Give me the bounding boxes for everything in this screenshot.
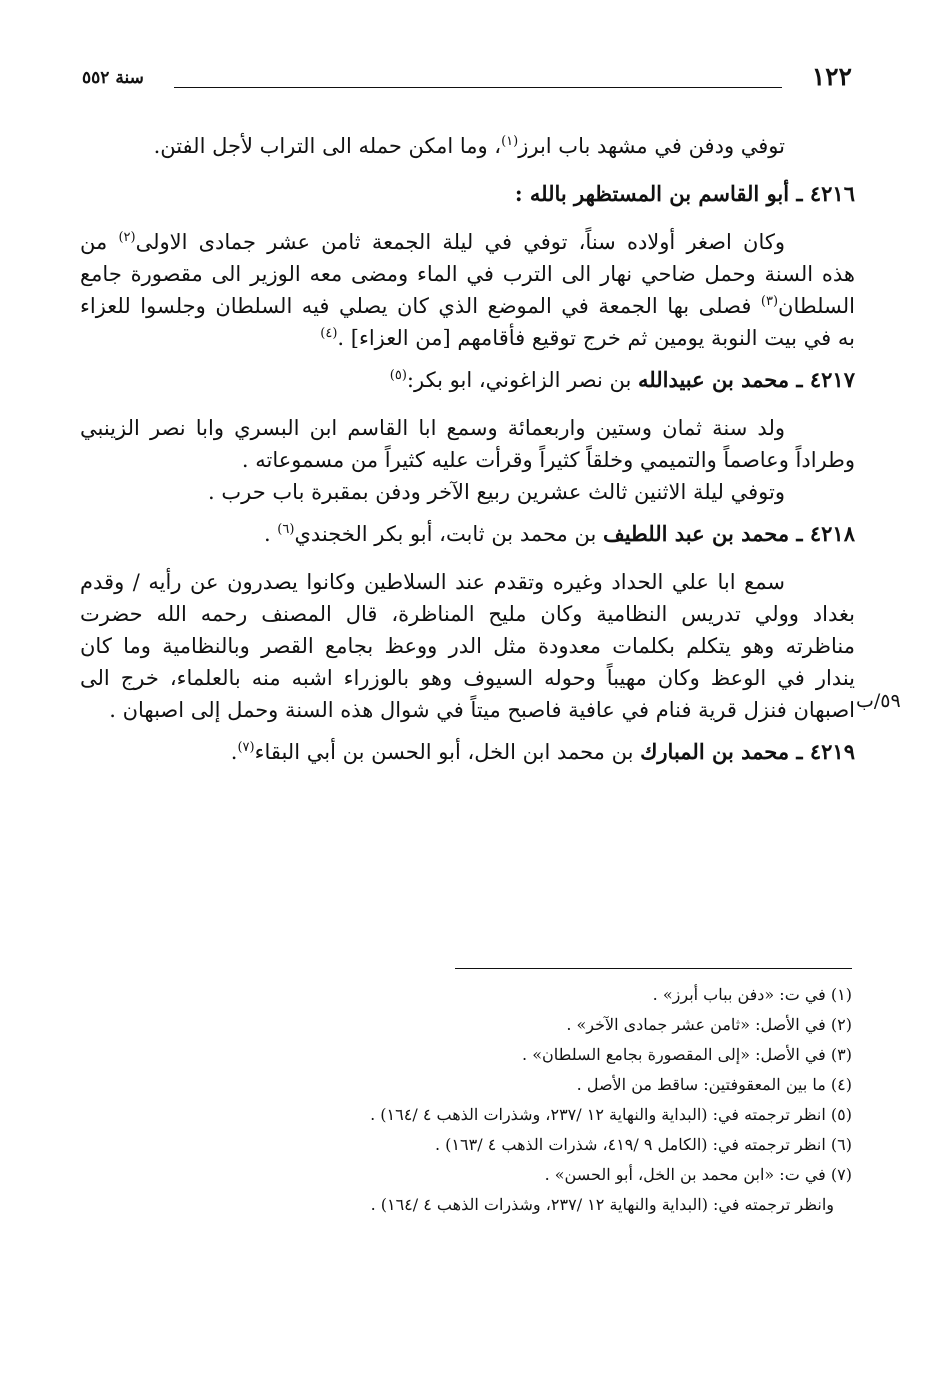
text-line: به في بيت النوبة يومين ثم خرج توقيع فأقامهم [من العزاء] .$^{(٤)}$ — [320, 326, 855, 350]
footnote: (٣) في الأصل: «إلى المقصورة بجامع السلطان» . — [522, 1045, 852, 1064]
running-head-year: سنة ٥٥٢ — [82, 68, 144, 88]
manuscript-folio-marker: ٥٩/ب — [856, 690, 901, 712]
entry-heading-4216: ٤٢١٦ ـ أبو القاسم بن المستظهر بالله : — [514, 181, 855, 206]
footnote-continuation: وانظر ترجمته في: (البداية والنهاية ١٢ /٢٣٧، وشذرات الذهب ٤ /١٦٤) . — [370, 1195, 834, 1214]
footnote: (٢) في الأصل: «ثامن عشر جمادى الآخر» . — [566, 1015, 852, 1034]
footnote-ref: (٧) — [237, 740, 255, 755]
text-line: توفي ودفن في مشهد باب ابرز$^{(١)}$، وما امكن حمله الى التراب لأجل الفتن. — [153, 134, 785, 158]
footnote-separator — [455, 968, 852, 969]
text-line: هذه السنة وحمل ضاحي نهار الى الترب في الماء ومضى معه الوزير الى مقصورة جامع — [80, 262, 855, 286]
text-line: اصبهان فنزل قرية فنام في عافية فاصبح ميتاً في شوال هذه السنة وحمل إلى اصبهان . — [109, 698, 855, 722]
footnote: (١) في ت: «دفن بباب أبرز» . — [652, 985, 852, 1004]
page-number: ١٢٢ — [811, 62, 852, 91]
text-line: سمع ابا علي الحداد وغيره وتقدم عند السلاطين وكانوا يصدرون عن رأيه / وقدم — [80, 570, 785, 594]
footnote-ref: (٦) — [277, 522, 295, 537]
text-line: يندار في الوعظ وكان مهيباً وحوله السيوف وهو بالوزراء اشبه منه بالعلماء، خرج الى — [80, 666, 855, 690]
entry-text-4218 — [80, 566, 855, 726]
footnote-ref: (٢) — [118, 230, 136, 245]
entry-heading-4217: ٤٢١٧ ـ محمد بن عبيدالله بن نصر الزاغوني، ابو بكر:$^{(٥)}$ — [389, 367, 855, 392]
footnote: (٧) في ت: «ابن محمد بن الخل، أبو الحسن» . — [544, 1165, 852, 1184]
footnotes — [152, 980, 852, 1220]
header-rule — [174, 87, 782, 88]
text-line: وطراداً وعاصماً والتميمي وخلقاً كثيراً وقرأت عليه كثيراً من مسموعاته . — [241, 448, 855, 472]
text-line: ولد سنة ثمان وستين واربعمائة وسمع ابا القاسم ابن البسري وابا نصر الزينبي — [80, 416, 785, 440]
main-text — [80, 122, 855, 768]
text-line: وتوفي ليلة الاثنين ثالث عشرين ربيع الآخر ودفن بمقبرة باب حرب . — [208, 480, 785, 504]
text-line: السلطان$^{(٣)}$ فصلى بها الجمعة في الموضع الذي كان يصلي فيه السلطان وجلسوا للعزاء — [80, 294, 855, 318]
footnote: (٥) انظر ترجمته في: (البداية والنهاية ١٢ /٢٣٧، وشذرات الذهب ٤ /١٦٤) . — [370, 1105, 852, 1124]
footnote: (٦) انظر ترجمته في: (الكامل ٩ /٤١٩، شذرات الذهب ٤ /١٦٣) . — [435, 1135, 852, 1154]
entry-heading-4218: ٤٢١٨ ـ محمد بن عبد اللطيف بن محمد بن ثابت، أبو بكر الخجندي$^{(٦)}$ . — [263, 521, 855, 546]
entry-heading-4219: ٤٢١٩ ـ محمد بن المبارك بن محمد ابن الخل، أبو الحسن بن أبي البقاء$^{(٧)}$. — [230, 739, 855, 764]
text-line: بغداد وولي تدريس النظامية وكان مليح المناظرة، قال المصنف رحمه الله حضرت — [80, 602, 855, 626]
footnote-ref: (١) — [501, 134, 519, 149]
footnote: (٤) ما بين المعقوفتين: ساقط من الأصل . — [576, 1075, 852, 1094]
page-header — [82, 62, 852, 102]
footnote-ref: (٣) — [760, 294, 779, 309]
entry-text-4216 — [80, 226, 855, 354]
entry-text-4217 — [80, 412, 855, 508]
text-line: مناظرته وهو يتكلم بكلمات معدودة مثل الدر ووعظ بجامع القصر وبالنظامية وما كان — [80, 634, 855, 658]
footnote-ref: (٤) — [320, 326, 338, 341]
text-line: وكان اصغر أولاده سناً، توفي في ليلة الجمعة ثامن عشر جمادى الاولى$^{(٢)}$ من — [80, 230, 785, 254]
footnote-ref: (٥) — [389, 368, 407, 383]
